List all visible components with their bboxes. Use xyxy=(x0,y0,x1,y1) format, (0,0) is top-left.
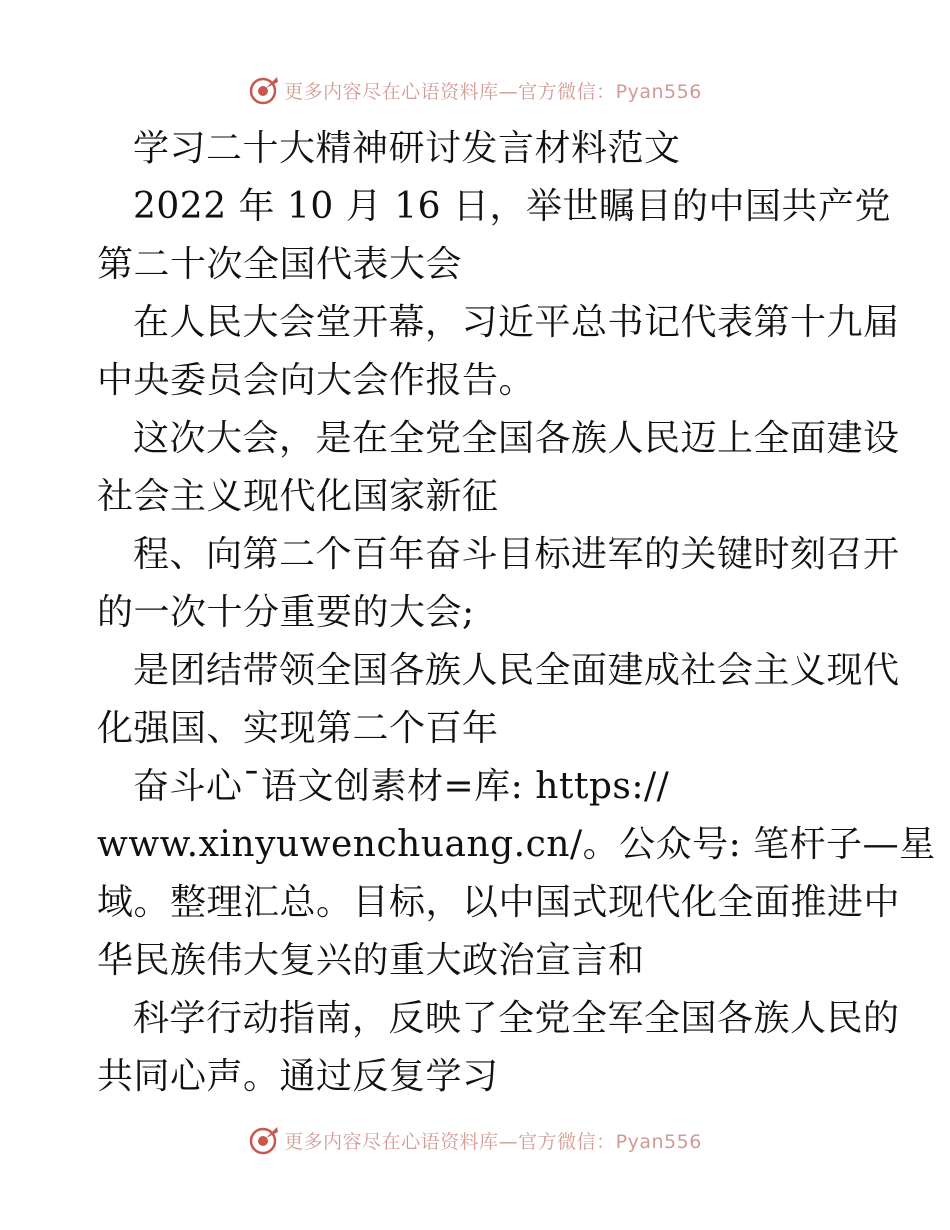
document-title: 学习二十大精神研讨发言材料范文 xyxy=(133,128,681,169)
paragraph-line: 域。整理汇总。目标，以中国式现代化全面推进中 xyxy=(97,882,901,923)
watermark-text: 更多内容尽在心语资料库—官方微信：Pyan556 xyxy=(284,1130,702,1153)
footer-watermark xyxy=(0,1120,950,1160)
paragraph-line: 科学行动指南，反映了全党全军全国各族人民的 xyxy=(133,998,900,1039)
paragraph-line: 2022 年 10 月 16 日，举世瞩目的中国共产党 xyxy=(133,186,891,227)
logo-icon xyxy=(248,74,280,106)
watermark-text: 更多内容尽在心语资料库—官方微信：Pyan556 xyxy=(284,80,702,103)
logo-icon xyxy=(248,1124,280,1156)
paragraph-line: 是团结带领全国各族人民全面建成社会主义现代 xyxy=(133,650,900,691)
document-body xyxy=(97,120,936,1106)
header-watermark xyxy=(0,70,950,110)
paragraph-line: 共同心声。通过反复学习 xyxy=(97,1056,499,1097)
paragraph-line: 程、向第二个百年奋斗目标进军的关键时刻召开 xyxy=(133,534,900,575)
paragraph-line: 化强国、实现第二个百年 xyxy=(97,708,499,749)
paragraph-line: 第二十次全国代表大会 xyxy=(97,244,463,285)
paragraph-line: 社会主义现代化国家新征 xyxy=(97,476,499,517)
paragraph-line: 中央委员会向大会作报告。 xyxy=(97,360,536,401)
paragraph-line: 的一次十分重要的大会; xyxy=(97,592,475,633)
paragraph-line: 这次大会，是在全党全国各族人民迈上全面建设 xyxy=(133,418,900,459)
paragraph-line: 奋斗心¯语文创素材=库: https:// xyxy=(133,766,670,807)
paragraph-line: 华民族伟大复兴的重大政治宣言和 xyxy=(97,940,645,981)
paragraph-line: 在人民大会堂开幕，习近平总书记代表第十九届 xyxy=(133,302,900,343)
paragraph-line: www.xinyuwenchuang.cn/。公众号: 笔杆子—星 xyxy=(97,824,936,865)
